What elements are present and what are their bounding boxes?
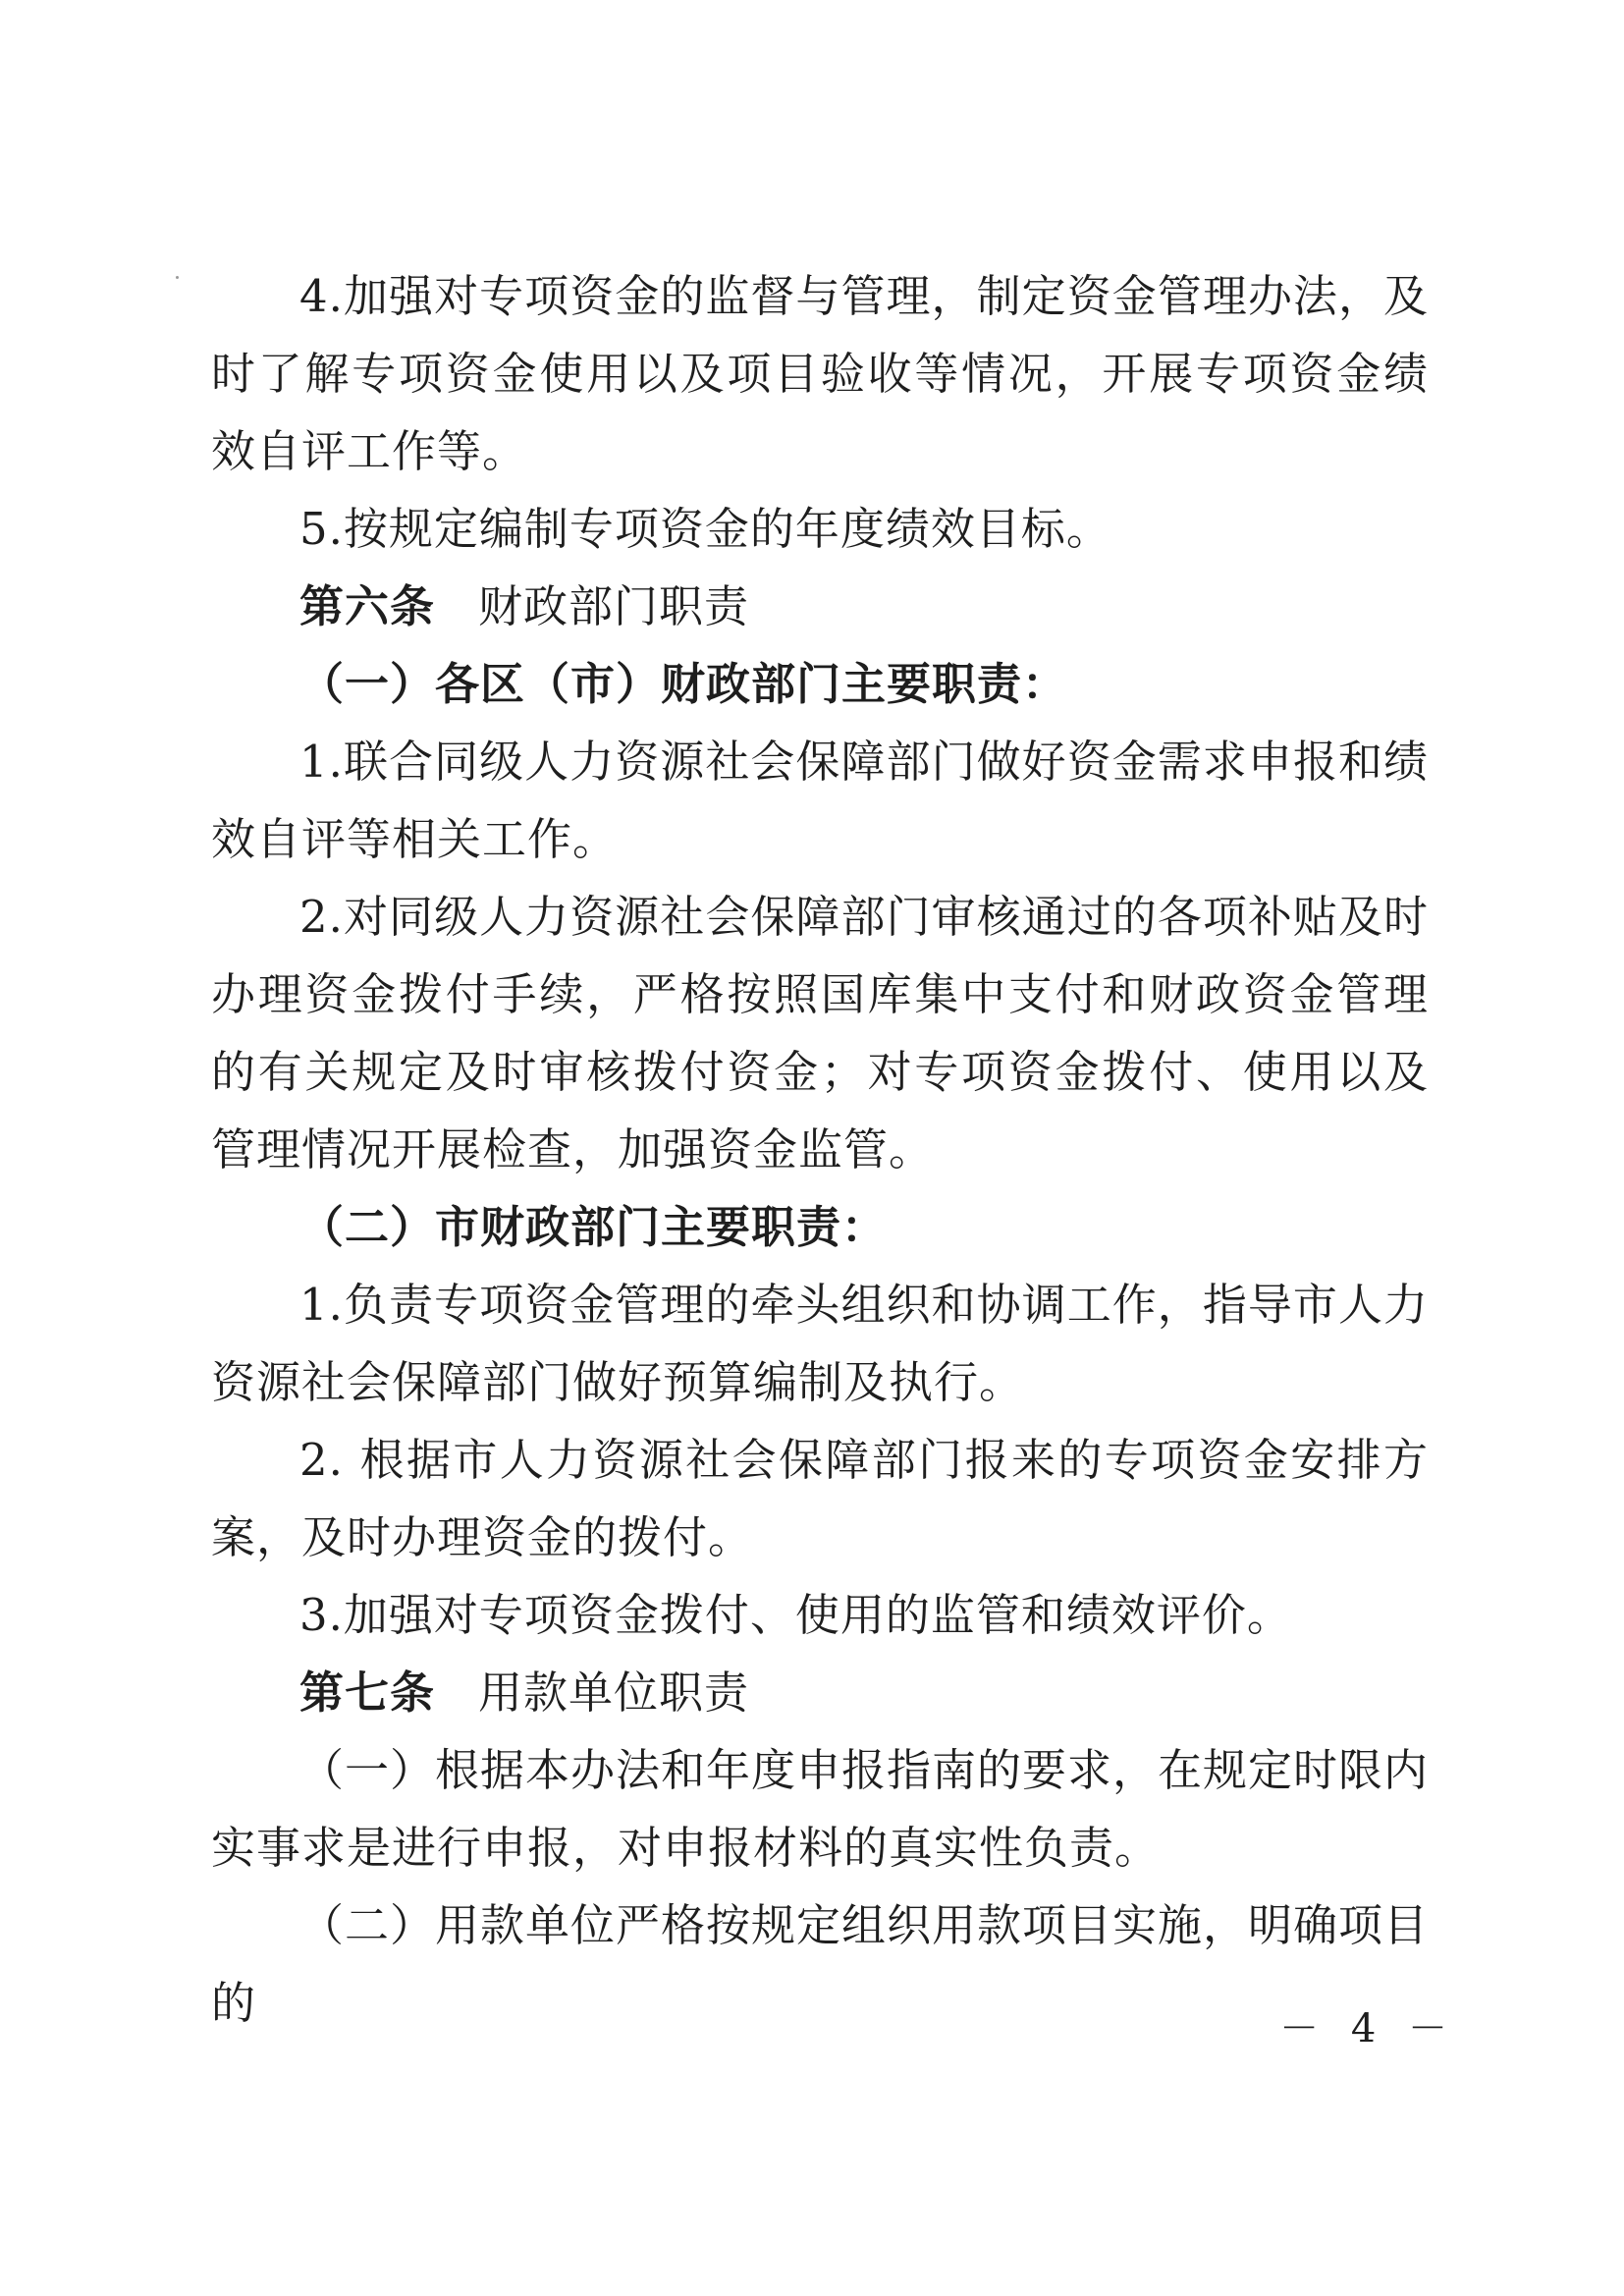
article-6-number: 第六条 (299, 580, 436, 632)
paragraph-item-4: 4.加强对专项资金的监督与管理，制定资金管理办法，及时了解专项资金使用以及项目验收等情况，开展专项资金绩效自评工作等。 (211, 270, 1429, 477)
body-text (211, 257, 1429, 2042)
paragraph-duty-2: 2.对同级人力资源社会保障部门审核通过的各项补贴及时办理资金拨付手续，严格按照国库集中支付和财政资金管理的有关规定及时审核拨付资金；对专项资金拨付、使用以及管理情况开展检查，加强资金监管。 (211, 891, 1429, 1175)
article-7-title: 用款单位职责 (478, 1667, 750, 1719)
page-number: － 4 － (1279, 2006, 1457, 2051)
article-6-heading (211, 568, 1429, 645)
paragraph-unit-duty-1: （一）根据本办法和年度申报指南的要求，在规定时限内实事求是进行申报，对申报材料的真实性负责。 (211, 1744, 1430, 1874)
paragraph-unit-duty-2: （二）用款单位严格按规定组织用款项目实施，明确项目的 (211, 1899, 1430, 2029)
article-7-heading (211, 1654, 1429, 1731)
section-1-heading: （一）各区（市）财政部门主要职责： (299, 658, 1068, 710)
article-6-title: 财政部门职责 (478, 580, 750, 632)
paragraph-duty-1: 1.联合同级人力资源社会保障部门做好资金需求申报和绩效自评等相关工作。 (211, 736, 1429, 865)
section-2-heading: （二）市财政部门主要职责： (299, 1201, 888, 1253)
paragraph-city-duty-3: 3.加强对专项资金拨付、使用的监管和绩效评价。 (299, 1589, 1292, 1641)
article-7-number: 第七条 (299, 1667, 436, 1719)
paragraph-city-duty-1: 1.负责专项资金管理的牵头组织和协调工作，指导市人力资源社会保障部门做好预算编制及执行。 (211, 1279, 1429, 1408)
paragraph-item-5: 5.按规定编制专项资金的年度绩效目标。 (299, 503, 1111, 555)
paragraph-city-duty-2: 2. 根据市人力资源社会保障部门报来的专项资金安排方案，及时办理资金的拨付。 (211, 1434, 1429, 1563)
scan-speck (176, 276, 179, 279)
